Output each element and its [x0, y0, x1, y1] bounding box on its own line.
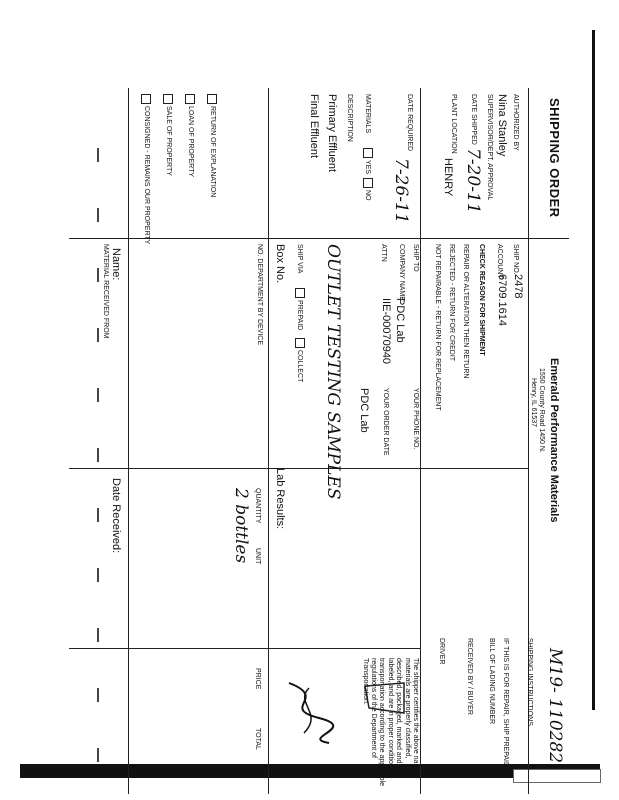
- company-name-label: COMPANY NAME: [398, 244, 405, 301]
- reason-6: SALE OF PROPERTY: [165, 106, 172, 176]
- ship-no-label: SHIP NO.: [512, 244, 519, 275]
- date-shipped-value: 7-20-11: [463, 148, 483, 214]
- date-received-label: Date Received:: [110, 478, 122, 554]
- your-order-date-label: YOUR ORDER DATE: [382, 388, 389, 456]
- supervisor-label: SUPERVISOR/DEPT. APPROVAL: [486, 94, 493, 201]
- attn-label: ATTN: [380, 244, 387, 262]
- loan-property-checkbox[interactable]: [185, 94, 195, 104]
- your-phone-label: YOUR PHONE NO.: [412, 388, 419, 450]
- item-1: Primary Effluent: [326, 94, 338, 173]
- department-label: NO. DEPARTMENT BY DEVICE: [256, 244, 263, 346]
- shipping-instructions-label: SHIPPING INSTRUCTIONS: [526, 638, 533, 726]
- date-required-value: 7-26-11: [391, 158, 411, 224]
- no-freight-label: IF THIS IS FOR REPAIR, SHIP PREPAID: [502, 638, 509, 768]
- form-title: SHIPPING ORDER: [547, 98, 562, 218]
- prepaid-label: PREPAID: [296, 300, 303, 331]
- box-no-label: Box No.: [274, 244, 286, 284]
- ship-to-label: SHIP TO: [412, 244, 419, 272]
- ship-no-value: 2478: [512, 274, 524, 299]
- item-description-label: DESCRIPTION: [346, 94, 353, 142]
- materials-no-box[interactable]: [363, 178, 373, 188]
- materials-yes-box[interactable]: [363, 148, 373, 158]
- account-label: ACCOUNT: [496, 244, 503, 279]
- reason-5: LOAN OF PROPERTY: [187, 106, 194, 178]
- name-label: Name:: [110, 248, 122, 281]
- price-label: PRICE: [254, 668, 261, 690]
- reference-number: IIE-00070940: [380, 298, 392, 365]
- materials-no-label: NO: [364, 190, 371, 201]
- material-received-label: MATERIAL RECEIVED FROM: [102, 244, 109, 339]
- reason-7: CONSIGNED - REMAINS OUR PROPERTY: [143, 106, 150, 245]
- recipient-value: PDC Lab: [394, 298, 406, 343]
- unit-label: UNIT: [254, 548, 261, 565]
- reason-3: NOT REPAIRABLE - RETURN FOR REPLACEMENT: [434, 244, 441, 411]
- received-by-label: RECEIVED BY / BUYER: [466, 638, 473, 715]
- authorized-by-value: Nina Stanley: [496, 94, 508, 157]
- account-value: 6709.1614: [496, 274, 508, 326]
- plant-location-value: HENRY: [442, 158, 454, 197]
- collect-box[interactable]: [295, 338, 305, 348]
- ship-via-label: SHIP VIA: [296, 244, 303, 274]
- company-address-1: 1550 County Road 1450 N.: [538, 368, 545, 453]
- reason-4: RETURN OF EXPLANATION: [209, 106, 216, 198]
- reason-1: REPAIR OR ALTERATION THEN RETURN: [462, 244, 469, 379]
- sale-property-checkbox[interactable]: [163, 94, 173, 104]
- shipping-order-form: [48, 88, 590, 794]
- reason-2: REJECTED - RETURN FOR CREDIT: [448, 244, 455, 362]
- ship-to-code: PDC Lab: [358, 388, 370, 433]
- testing-note: OUTLET TESTING SAMPLES: [323, 244, 343, 500]
- consigned-checkbox[interactable]: [141, 94, 151, 104]
- quantity-label: QUANTITY: [254, 488, 261, 524]
- reason-explanation-checkbox[interactable]: [207, 94, 217, 104]
- lab-results-label: Lab Results:: [274, 468, 286, 530]
- authorized-by-label: AUTHORIZED BY: [512, 94, 519, 151]
- item-2: Final Effluent: [308, 94, 320, 159]
- materials-label: MATERIALS: [364, 94, 371, 134]
- materials-yes-label: YES: [364, 160, 371, 175]
- signature-scribble: [269, 678, 339, 748]
- stamp-mark: [359, 678, 409, 718]
- prepaid-box[interactable]: [295, 288, 305, 298]
- company-name: Emerald Performance Materials: [548, 358, 560, 523]
- scan-border-right: [592, 30, 595, 710]
- check-reason-label: CHECK REASON FOR SHIPMENT: [478, 244, 485, 356]
- bill-freight-label: BILL OF LADING NUMBER: [488, 638, 495, 725]
- order-number: M19- 110282: [545, 648, 565, 764]
- driver-label: DRIVER: [438, 638, 445, 665]
- total-label: TOTAL: [254, 728, 261, 750]
- quantity-note: 2 bottles: [231, 488, 251, 564]
- date-shipped-label: DATE SHIPPED: [470, 94, 477, 145]
- plant-location-label: PLANT LOCATION: [450, 94, 457, 154]
- certification-text: The shipper certifies the above named materials are properly classified, described, packaged, marked and labeled, and are in proper condition for transportation according to the applicable regulations of the Department of Transportation.: [361, 658, 419, 787]
- date-required-label: DATE REQUIRED: [406, 94, 413, 152]
- collect-label: COLLECT: [296, 350, 303, 383]
- company-address-2: Henry, IL 61537: [530, 378, 537, 428]
